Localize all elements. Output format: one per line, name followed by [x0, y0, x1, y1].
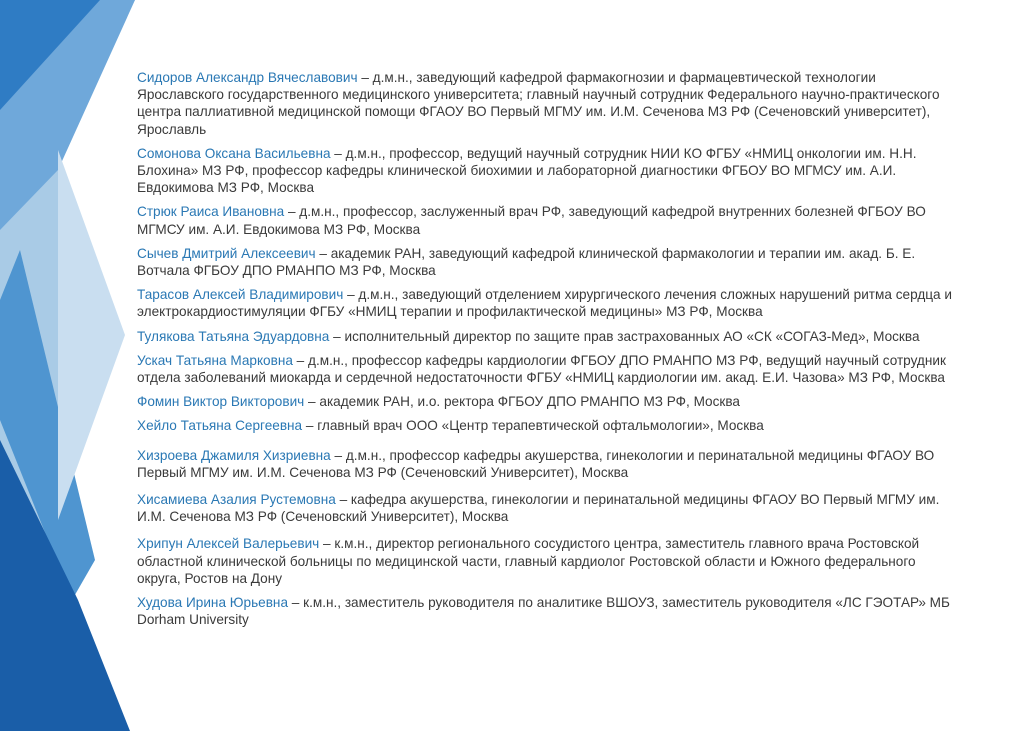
person-name: Фомин Виктор Викторович	[137, 394, 305, 410]
list-item	[137, 594, 957, 628]
person-name: Хизроева Джамиля Хизриевна	[137, 447, 331, 463]
person-description: – д.м.н., профессор кафедры кардиологии ФГБОУ ДПО РМАНПО МЗ РФ, ведущий научный сотрудник отдела заболеваний миокарда и сердечной недостаточности ФГБУ «НМИЦ кардиологии им. акад. Е.И. Чазова» МЗ РФ, Москва	[137, 352, 946, 386]
person-name: Тулякова Татьяна Эдуардовна	[137, 328, 330, 344]
person-description: – д.м.н., профессор кафедры акушерства, гинекологии и перинатальной медицины ФГАОУ ВО Первый МГМУ им. И.М. Сеченова МЗ РФ (Сеченовский Университет), Москва	[137, 447, 935, 480]
person-name: Сомонова Оксана Васильевна	[137, 145, 331, 161]
person-description: – д.м.н., профессор, заслуженный врач РФ, заведующий кафедрой внутренних болезней ФГБОУ ВО МГМСУ им. А.И. Евдокимова МЗ РФ, Москва	[137, 204, 926, 237]
list-item	[137, 245, 957, 279]
person-name: Хейло Татьяна Сергеевна	[137, 418, 303, 434]
decorative-side-shapes	[0, 0, 160, 731]
person-description: – к.м.н., директор регионального сосудистого центра, заместитель главного врача Ростовской областной клинической больницы по медицинской части, главный кардиолог Ростовской области и Южного федерального округа, Ростов на Дону	[137, 536, 920, 586]
person-name: Стрюк Раиса Ивановна	[137, 204, 285, 220]
list-item	[137, 286, 957, 320]
person-description: – главный врач ООО «Центр терапевтической офтальмологии», Москва	[302, 418, 764, 434]
person-name: Ускач Татьяна Марковна	[137, 352, 293, 368]
person-name: Сычев Дмитрий Алексеевич	[137, 245, 316, 261]
person-description: – кафедра акушерства, гинекологии и перинатальной медицины ФГАОУ ВО Первый МГМУ им. И.М. Сеченова МЗ РФ (Сеченовский Университет), Москва	[137, 492, 940, 525]
person-name: Тарасов Алексей Владимирович	[137, 287, 344, 303]
list-item	[137, 491, 957, 525]
person-description: – академик РАН, заведующий кафедрой клинической фармакологии и терапии им. акад. Б. Е. Вотчала ФГБОУ ДПО РМАНПО МЗ РФ, Москва	[137, 245, 916, 279]
list-item	[137, 328, 957, 345]
person-name: Сидоров Александр Вячеславович	[137, 70, 358, 85]
person-name: Худова Ирина Юрьевна	[137, 595, 289, 611]
participants-list	[137, 69, 957, 628]
list-item	[137, 145, 957, 197]
list-item	[137, 535, 957, 587]
list-item	[137, 203, 957, 237]
person-description: – академик РАН, и.о. ректора ФГБОУ ДПО РМАНПО МЗ РФ, Москва	[304, 394, 740, 410]
list-item	[137, 352, 957, 386]
person-description: – д.м.н., заведующий отделением хирургического лечения сложных нарушений ритма сердца и электрокардиостимуляции ФГБУ «НМИЦ терапии и профилактической медицины» МЗ РФ, Москва	[137, 287, 952, 320]
list-item	[137, 447, 957, 481]
deco-light-stripe	[58, 150, 125, 520]
person-description: – д.м.н., заведующий кафедрой фармакогнозии и фармацевтической технологии Ярославского государственного медицинского университета; главный научный сотрудник Федерального научно-практического центра паллиативной медицинской помощи ФГАОУ ВО Первый МГМУ им. И.М. Сеченова МЗ РФ (Сеченовский университет), Ярославль	[137, 70, 940, 137]
person-description: – д.м.н., профессор, ведущий научный сотрудник НИИ КО ФГБУ «НМИЦ онкологии им. Н.Н. Блохина» МЗ РФ, профессор кафедры клинической биохимии и лабораторной диагностики ФГБОУ ВО МГМСУ им. А.И. Евдокимова МЗ РФ, Москва	[137, 145, 917, 196]
person-description: – к.м.н., заместитель руководителя по аналитике ВШОУЗ, заместитель руководителя «ЛС ГЭОТАР» МБ Dorham University	[137, 595, 950, 628]
person-name: Хрипун Алексей Валерьевич	[137, 536, 320, 552]
list-item	[137, 69, 957, 138]
person-description: – исполнительный директор по защите прав застрахованных АО «СК «СОГАЗ-Мед», Москва	[329, 328, 920, 344]
person-name: Хисамиева Азалия Рустемовна	[137, 492, 336, 508]
list-item	[137, 417, 957, 434]
list-item	[137, 393, 957, 410]
